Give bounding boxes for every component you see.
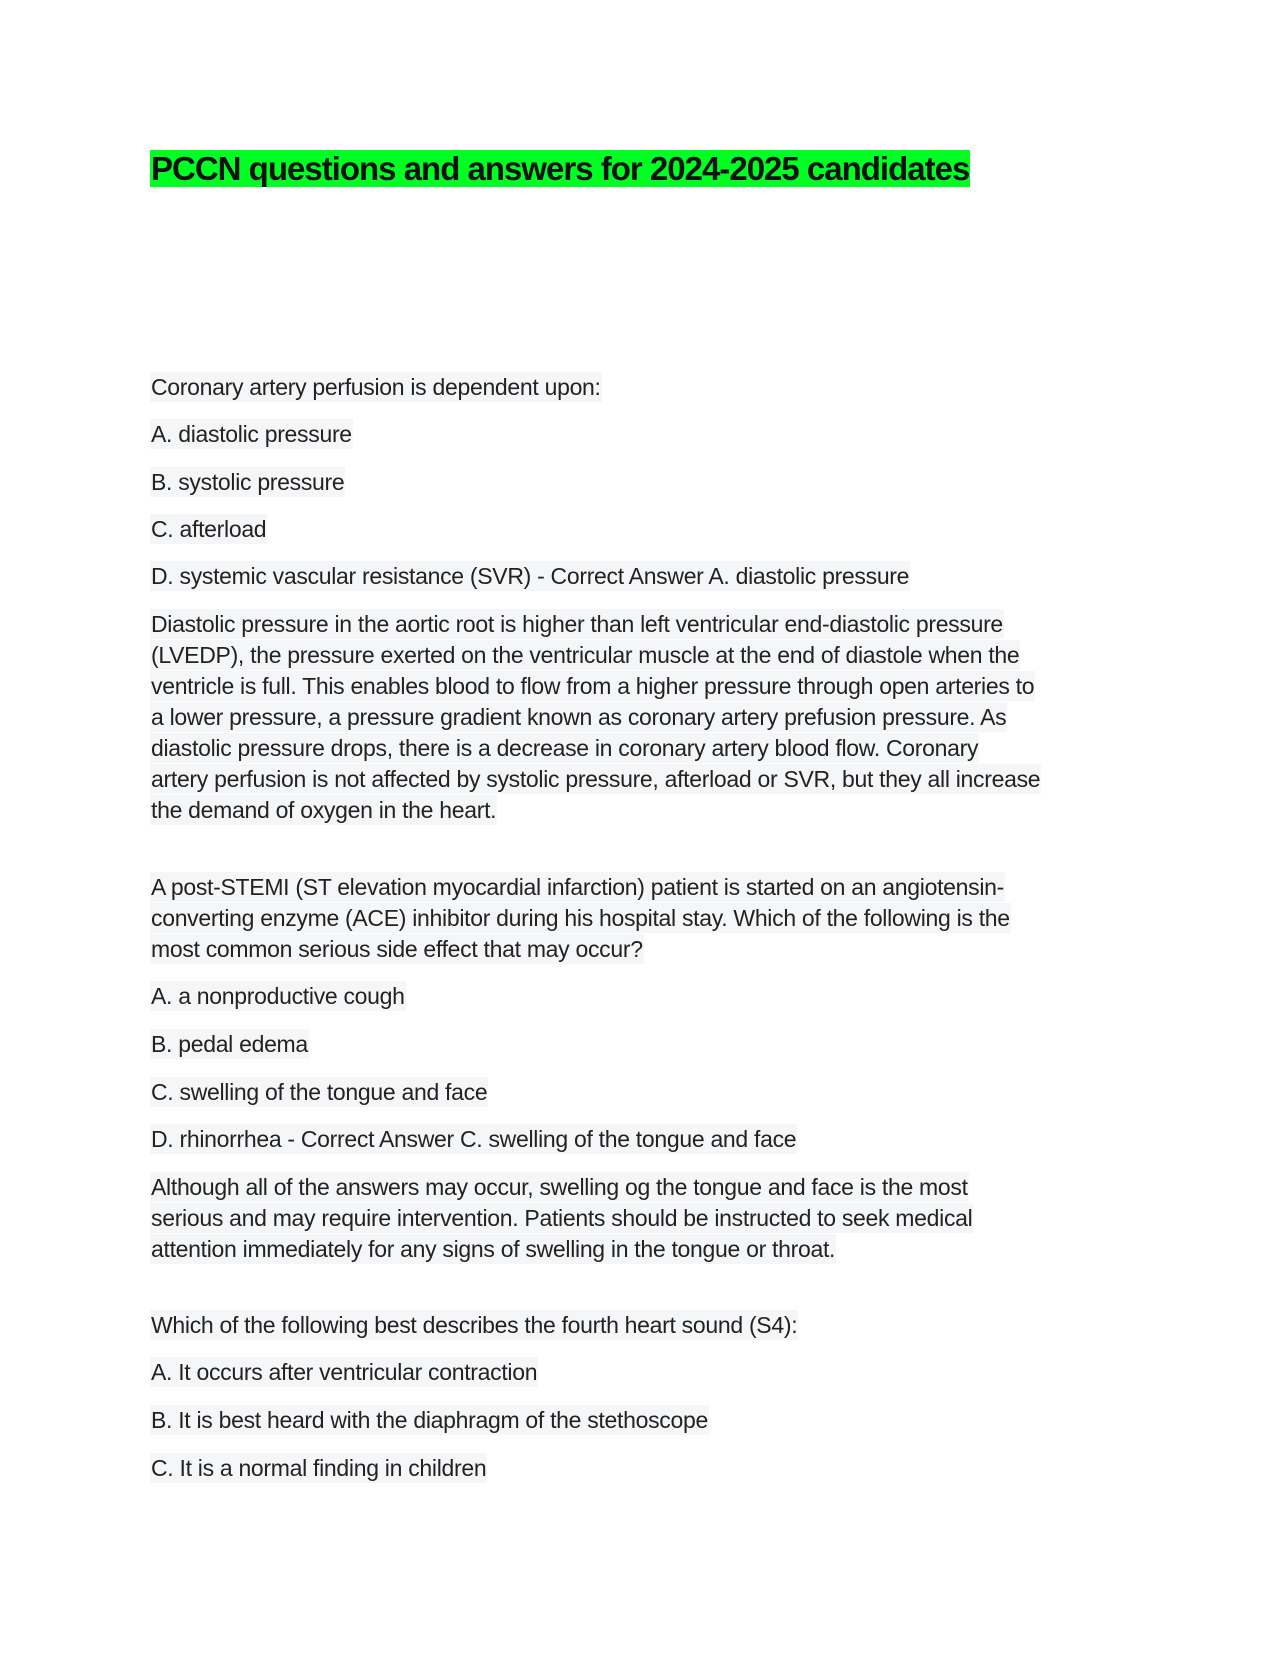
- question-2-option-d-answer: D. rhinorrhea - Correct Answer C. swelling of the tongue and face: [151, 1126, 797, 1152]
- question-1-explanation-line: (LVEDP), the pressure exerted on the ventricular muscle at the end of diastole when the: [151, 642, 1020, 668]
- question-1-option-c: C. afterload: [151, 516, 267, 542]
- document-title: PCCN questions and answers for 2024-2025 candidates: [151, 150, 970, 187]
- question-1-explanation-line: the demand of oxygen in the heart.: [151, 797, 497, 823]
- question-1-explanation-line: artery perfusion is not affected by systolic pressure, afterload or SVR, but they all increase: [151, 766, 1041, 792]
- question-3-prompt: Which of the following best describes the fourth heart sound (S4):: [151, 1312, 798, 1338]
- question-1-explanation-line: ventricle is full. This enables blood to flow from a higher pressure through open arteries to: [151, 673, 1035, 699]
- question-2-option-b: B. pedal edema: [151, 1031, 308, 1057]
- question-1-explanation-line: Diastolic pressure in the aortic root is higher than left ventricular end-diastolic pressure: [151, 611, 1003, 637]
- question-1-explanation-line: diastolic pressure drops, there is a decrease in coronary artery blood flow. Coronary: [151, 735, 979, 761]
- question-3-option-b: B. It is best heard with the diaphragm of the stethoscope: [151, 1407, 708, 1433]
- question-2-explanation-line: serious and may require intervention. Patients should be instructed to seek medical: [151, 1205, 973, 1231]
- question-1-explanation-line: a lower pressure, a pressure gradient known as coronary artery prefusion pressure. As: [151, 704, 1007, 730]
- question-1-option-b: B. systolic pressure: [151, 469, 345, 495]
- question-2-option-a: A. a nonproductive cough: [151, 983, 405, 1009]
- question-2-prompt-line: converting enzyme (ACE) inhibitor during his hospital stay. Which of the following is the: [151, 905, 1010, 931]
- question-2-explanation-line: attention immediately for any signs of swelling in the tongue or throat.: [151, 1236, 836, 1262]
- question-1-option-d-answer: D. systemic vascular resistance (SVR) - Correct Answer A. diastolic pressure: [151, 563, 910, 589]
- question-3-option-c: C. It is a normal finding in children: [151, 1455, 487, 1481]
- question-2-prompt-line: A post-STEMI (ST elevation myocardial infarction) patient is started on an angiotensin-: [151, 874, 1005, 900]
- question-2-option-c: C. swelling of the tongue and face: [151, 1079, 488, 1105]
- question-2-explanation-line: Although all of the answers may occur, swelling og the tongue and face is the most: [151, 1174, 968, 1200]
- question-1-option-a: A. diastolic pressure: [151, 421, 352, 447]
- question-2-prompt-line: most common serious side effect that may occur?: [151, 936, 643, 962]
- question-3-option-a: A. It occurs after ventricular contraction: [151, 1359, 538, 1385]
- question-1-prompt: Coronary artery perfusion is dependent upon:: [151, 374, 601, 400]
